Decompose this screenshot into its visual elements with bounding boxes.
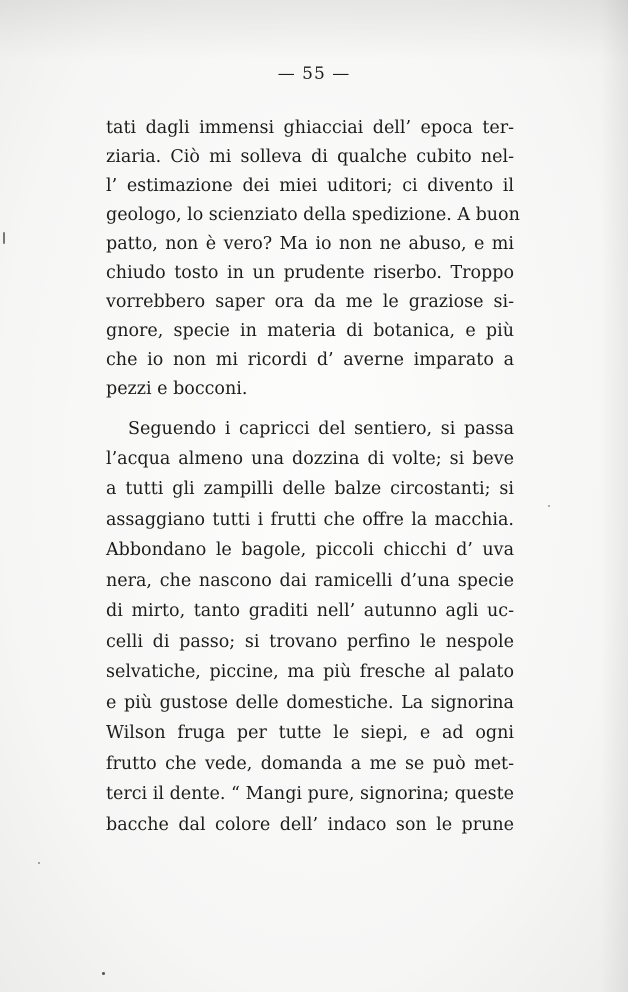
scan-speck: [3, 232, 5, 244]
scan-speck: [102, 972, 105, 975]
text-line: che io non mi ricordi d’ averne imparato a: [106, 350, 514, 370]
text-line: chiudo tosto in un prudente riserbo. Troppo: [106, 263, 514, 283]
text-line: terci il dente. “ Mangi pure, signorina; queste: [106, 784, 514, 804]
text-line: a tutti gli zampilli delle balze circostanti; si: [106, 479, 514, 499]
text-line: nera, che nascono dai ramicelli d’una specie: [106, 571, 514, 591]
text-line: vorrebbero saper ora da me le graziose si-: [106, 292, 514, 312]
text-line: tati dagli immensi ghiacciai dell’ epoca ter-: [106, 118, 514, 138]
text-line: ziaria. Ciò mi solleva di qualche cubito nel-: [106, 147, 514, 167]
scan-speck: [548, 505, 550, 507]
scan-speck: [38, 862, 40, 864]
text-line: di mirto, tanto graditi nell’ autunno agli uc-: [106, 601, 514, 621]
text-line: bacche dal colore dell’ indaco son le prune: [106, 815, 514, 835]
text-line: pezzi e bocconi.: [106, 379, 248, 399]
text-line: selvatiche, piccine, ma più fresche al palato: [106, 662, 514, 682]
text-line: patto, non è vero? Ma io non ne abuso, e mi: [106, 234, 514, 254]
text-line: geologo, lo scienziato della spedizione. A buon: [106, 205, 520, 225]
text-line: Abbondano le bagole, piccoli chicchi d’ uva: [106, 540, 514, 560]
text-line: e più gustose delle domestiche. La signorina: [106, 693, 514, 713]
scan-shadow-top: [0, 0, 628, 60]
scan-shadow-right: [600, 0, 628, 992]
paragraph-first-line: Seguendo i capricci del sentiero, si passa: [128, 419, 514, 439]
text-line: l’acqua almeno una dozzina di volte; si beve: [106, 449, 514, 469]
text-line: gnore, specie in materia di botanica, e più: [106, 321, 514, 341]
text-line: Wilson fruga per tutte le siepi, e ad ogni: [106, 723, 514, 743]
text-line: l’ estimazione dei miei uditori; ci divento il: [106, 176, 514, 196]
page-number: — 55 —: [277, 64, 351, 84]
text-line: assaggiano tutti i frutti che offre la macchia.: [106, 510, 514, 530]
text-line: celli di passo; si trovano perfino le nespole: [106, 632, 514, 652]
text-line: frutto che vede, domanda a me se può met-: [106, 754, 514, 774]
